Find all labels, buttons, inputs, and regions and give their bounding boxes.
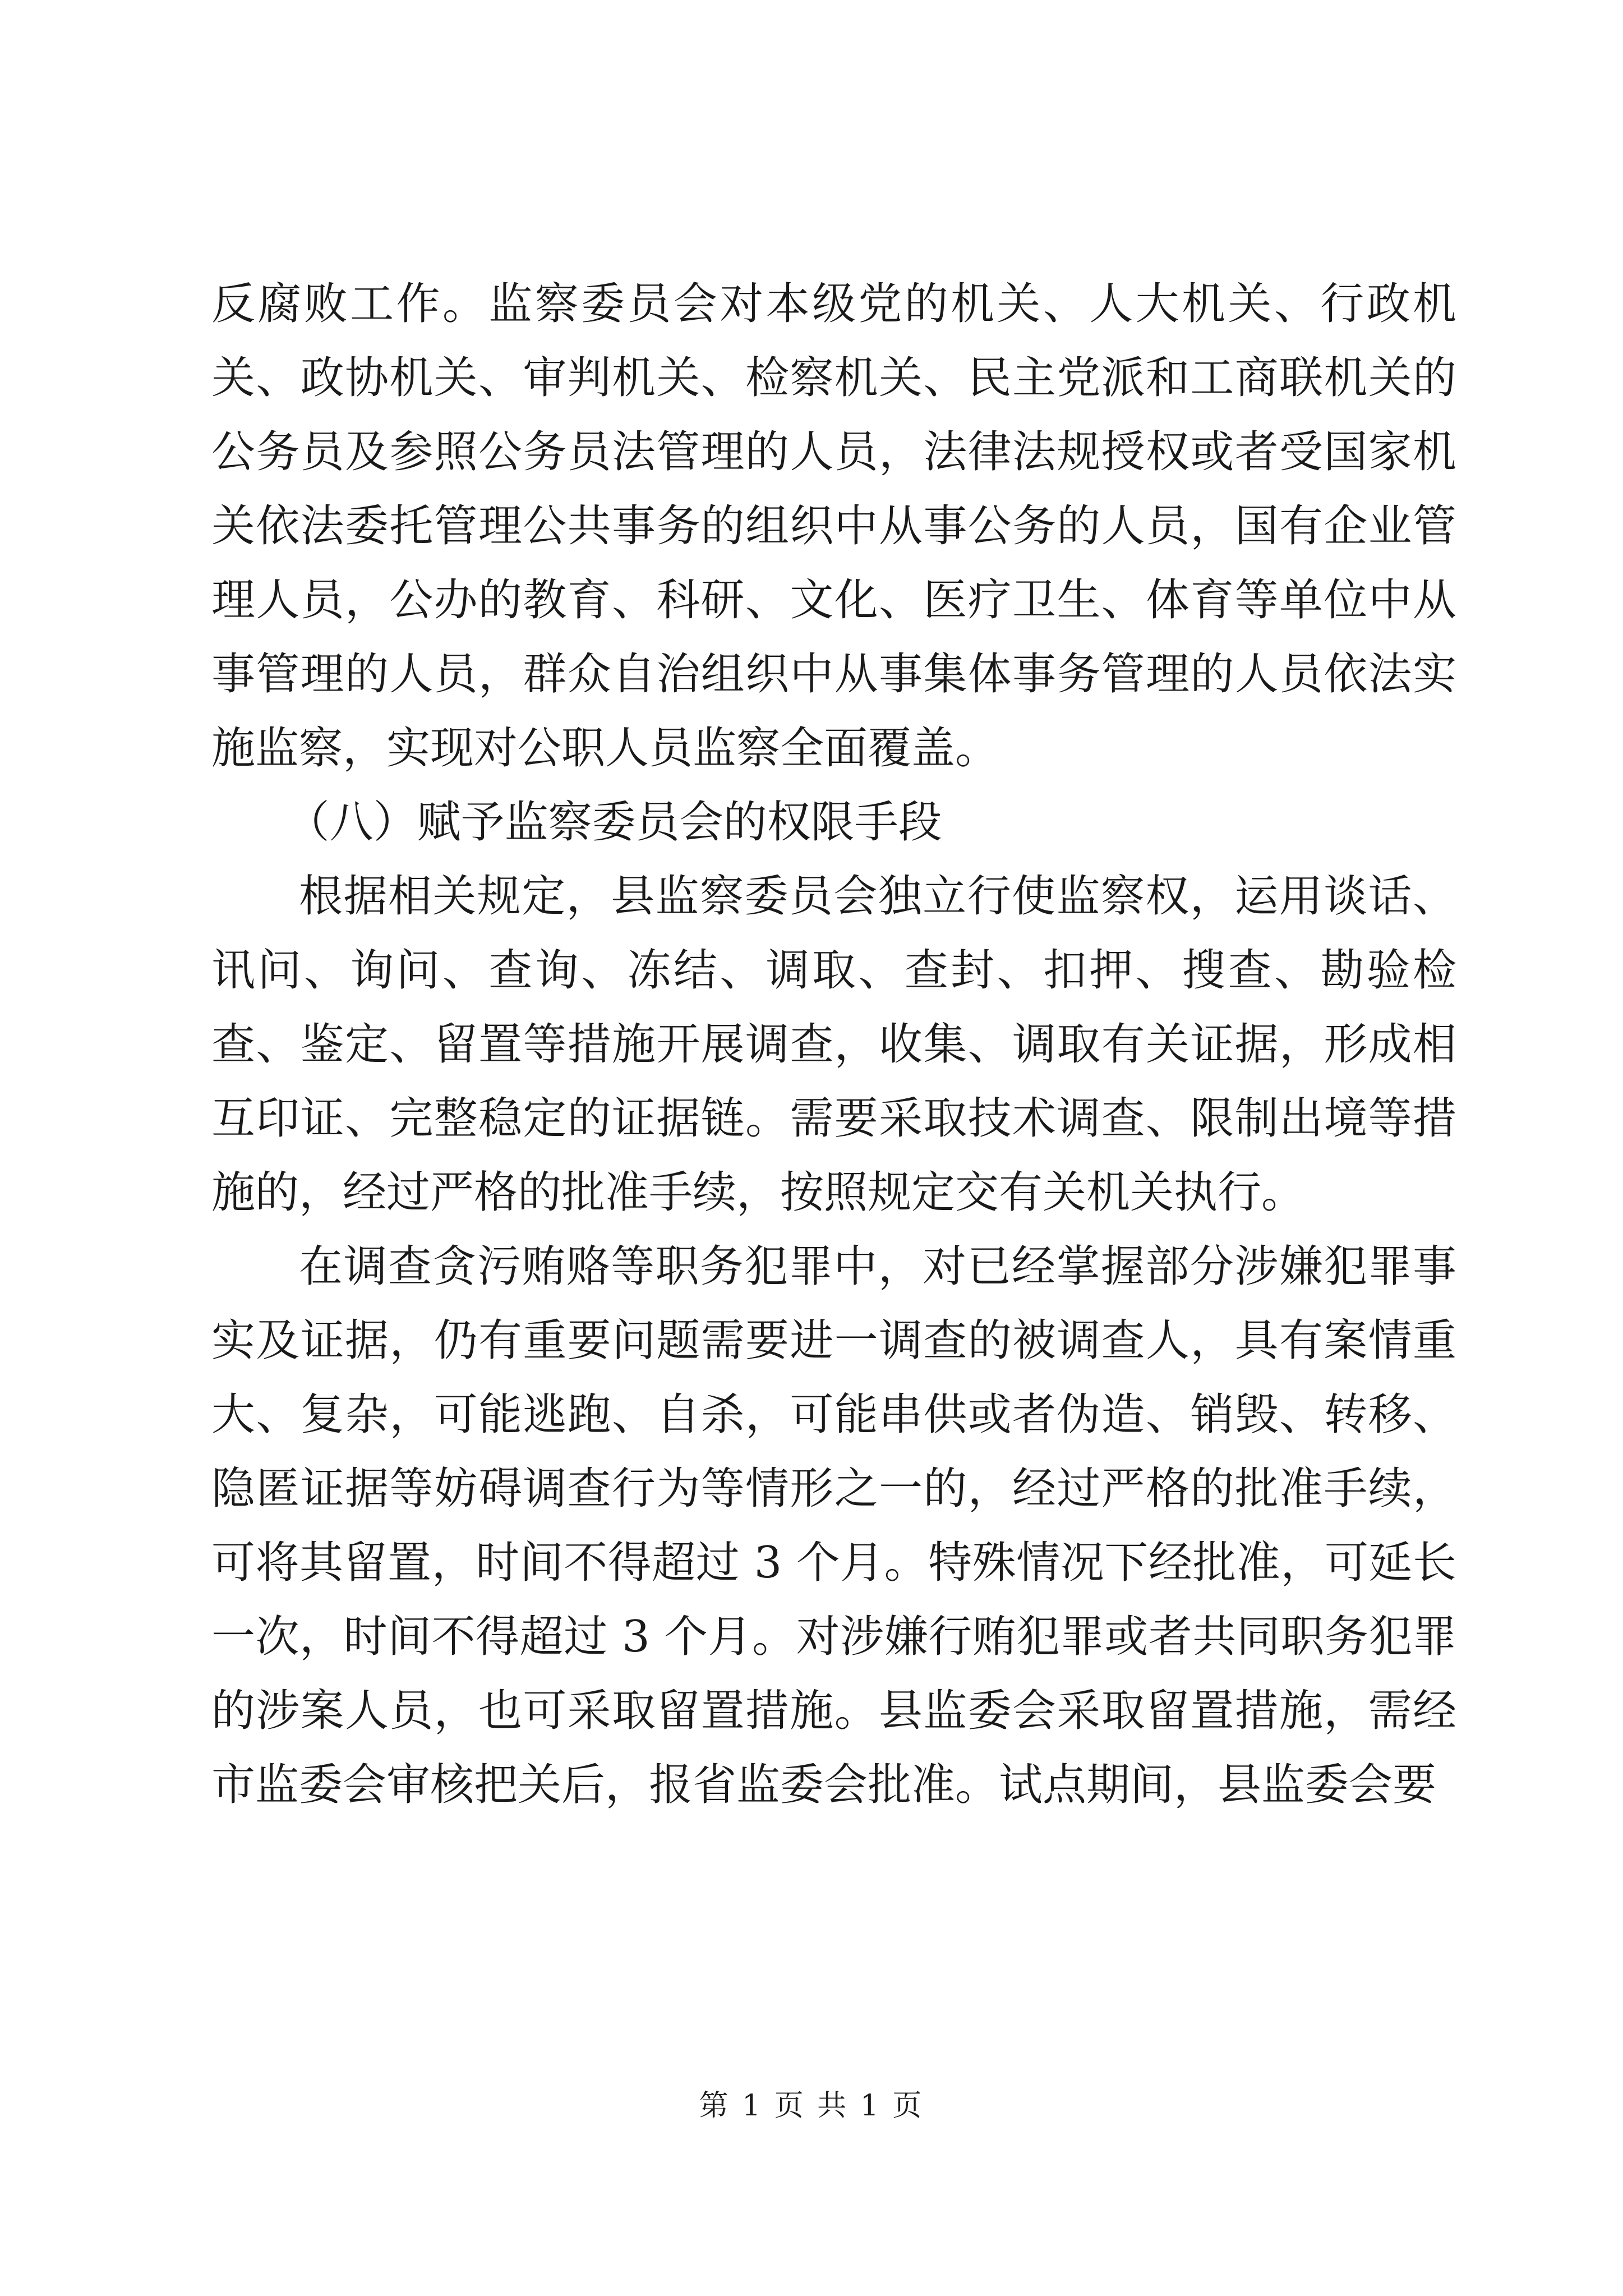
paragraph-continued-anticorruption: 反腐败工作。监察委员会对本级党的机关、人大机关、行政机关、政协机关、审判机关、检察机关、民主党派和工商联机关的公务员及参照公务员法管理的人员，法律法规授权或者受国家机关依法委托管理公共事务的组织中从事公务的人员，国有企业管理人员，公办的教育、科研、文化、医疗卫生、体育等单位中从事管理的人员，群众自治组织中从事集体事务管理的人员依法实施监察，实现对公职人员监察全面覆盖。 — [211, 279, 1456, 774]
section-heading-powers: （八）赋予监察委员会的权限手段 — [285, 797, 942, 848]
document-body — [211, 267, 1456, 1822]
paragraph-investigation-measures: 根据相关规定，县监察委员会独立行使监察权，运用谈话、讯问、询问、查询、冻结、调取、查封、扣押、搜查、勘验检查、鉴定、留置等措施开展调查，收集、调取有关证据，形成相互印证、完整稳定的证据链。需要采取技术调查、限制出境等措施的，经过严格的批准手续，按照规定交有关机关执行。 — [211, 871, 1456, 1218]
paragraph-detention-measures: 在调查贪污贿赂等职务犯罪中，对已经掌握部分涉嫌犯罪事实及证据，仍有重要问题需要进一调查的被调查人，具有案情重大、复杂，可能逃跑、自杀，可能串供或者伪造、销毁、转移、隐匿证据等妨碍调查行为等情形之一的，经过严格的批准手续，可将其留置，时间不得超过 3 个月。特殊情况下经批准，可延长一次，时间不得超过 3 个月。对涉嫌行贿犯罪或者共同职务犯罪的涉案人员，也可采取留置措施。县监委会采取留置措施，需经市监委会审核把关后，报省监委会批准。试点期间，县监委会要 — [211, 1241, 1456, 1810]
page-footer: 第 1 页 共 1 页 — [699, 2089, 924, 2123]
